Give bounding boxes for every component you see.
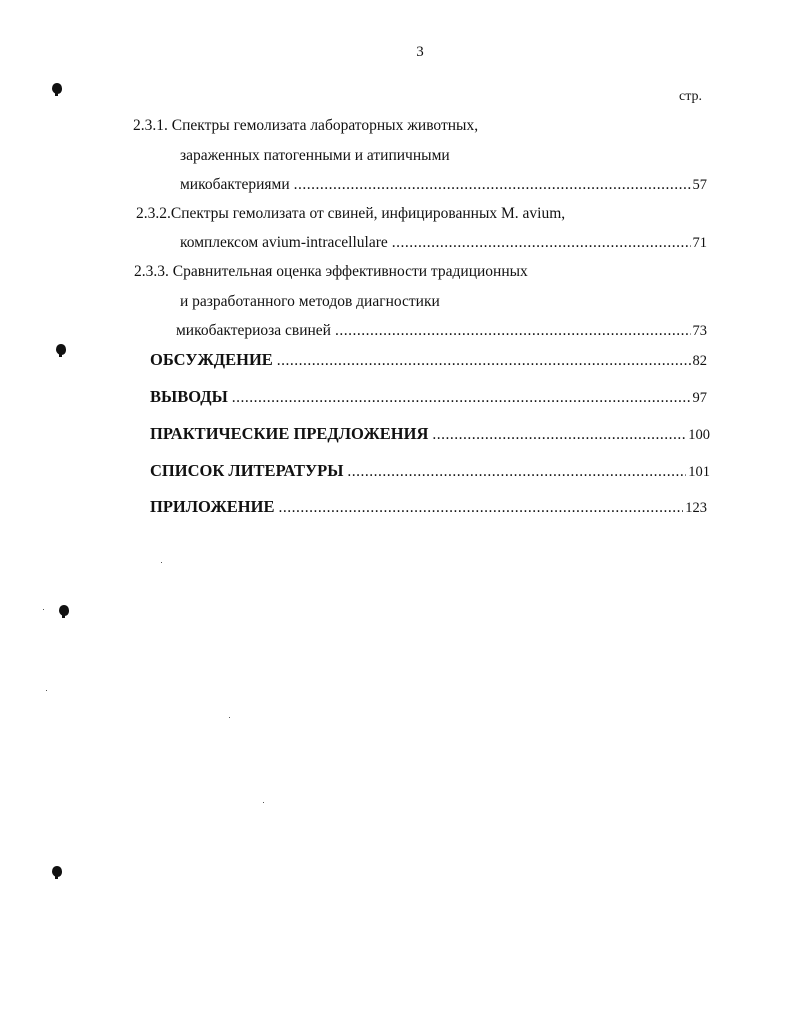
dot-leader <box>347 463 686 481</box>
toc-entry-discussion <box>150 351 707 370</box>
toc-entry-page: 101 <box>688 464 710 480</box>
toc-entry-conclusions <box>150 388 707 407</box>
scan-speck <box>161 562 162 563</box>
toc-entry-2-3-1-line-2: зараженных патогенными и атипичными <box>180 147 450 164</box>
toc-entry-practical <box>150 425 710 444</box>
toc-entry-appendix <box>150 498 707 517</box>
page-number: 3 <box>416 44 424 60</box>
toc-entry-label: ОБСУЖДЕНИЕ <box>150 350 273 369</box>
toc-entry-2-3-2-line-2 <box>180 234 707 252</box>
toc-entry-2-3-1-line-1: 2.3.1. Спектры гемолизата лабораторных животных, <box>133 117 479 134</box>
toc-entry-2-3-3-line-3 <box>176 322 707 340</box>
toc-entry-label: СПИСОК ЛИТЕРАТУРЫ <box>150 461 344 480</box>
dot-leader <box>232 389 691 407</box>
toc-entry-label: комплексом avium-intracellulare <box>180 234 388 251</box>
scan-speck <box>229 717 230 718</box>
toc-entry-2-3-1-line-3 <box>180 176 707 194</box>
binder-hole-mark <box>56 344 66 355</box>
toc-entry-page: 73 <box>692 323 707 339</box>
toc-entry-2-3-3-line-2: и разработанного методов диагностики <box>180 293 440 310</box>
toc-entry-2-3-3-line-1: 2.3.3. Сравнительная оценка эффективности традиционных <box>134 263 528 280</box>
toc-entry-page: 100 <box>688 427 710 443</box>
scan-speck <box>263 802 264 803</box>
dot-leader <box>278 499 683 517</box>
dot-leader <box>277 352 691 370</box>
toc-entry-label: ПРИЛОЖЕНИЕ <box>150 497 275 516</box>
binder-hole-mark <box>52 866 62 877</box>
dot-leader <box>335 322 691 340</box>
toc-entry-page: 82 <box>692 353 707 369</box>
toc-entry-label: микобактериоза свиней <box>176 322 331 339</box>
binder-hole-mark <box>59 605 69 616</box>
toc-entry-page: 97 <box>692 390 707 406</box>
scan-speck <box>46 690 47 691</box>
toc-entry-references <box>150 462 710 481</box>
dot-leader <box>392 234 691 252</box>
scan-speck <box>43 609 44 610</box>
toc-entry-label: микобактериями <box>180 176 290 193</box>
toc-entry-label: ВЫВОДЫ <box>150 387 228 406</box>
toc-entry-page: 71 <box>692 235 707 251</box>
toc-entry-page: 57 <box>692 177 707 193</box>
toc-entry-2-3-2-line-1: 2.3.2.Спектры гемолизата от свиней, инфицированных M. avium, <box>136 205 566 222</box>
page-column-label: стр. <box>679 89 703 104</box>
toc-entry-label: ПРАКТИЧЕСКИЕ ПРЕДЛОЖЕНИЯ <box>150 424 429 443</box>
dot-leader <box>294 176 691 194</box>
binder-hole-mark <box>52 83 62 94</box>
toc-entry-page: 123 <box>685 500 707 516</box>
dot-leader <box>432 426 686 444</box>
